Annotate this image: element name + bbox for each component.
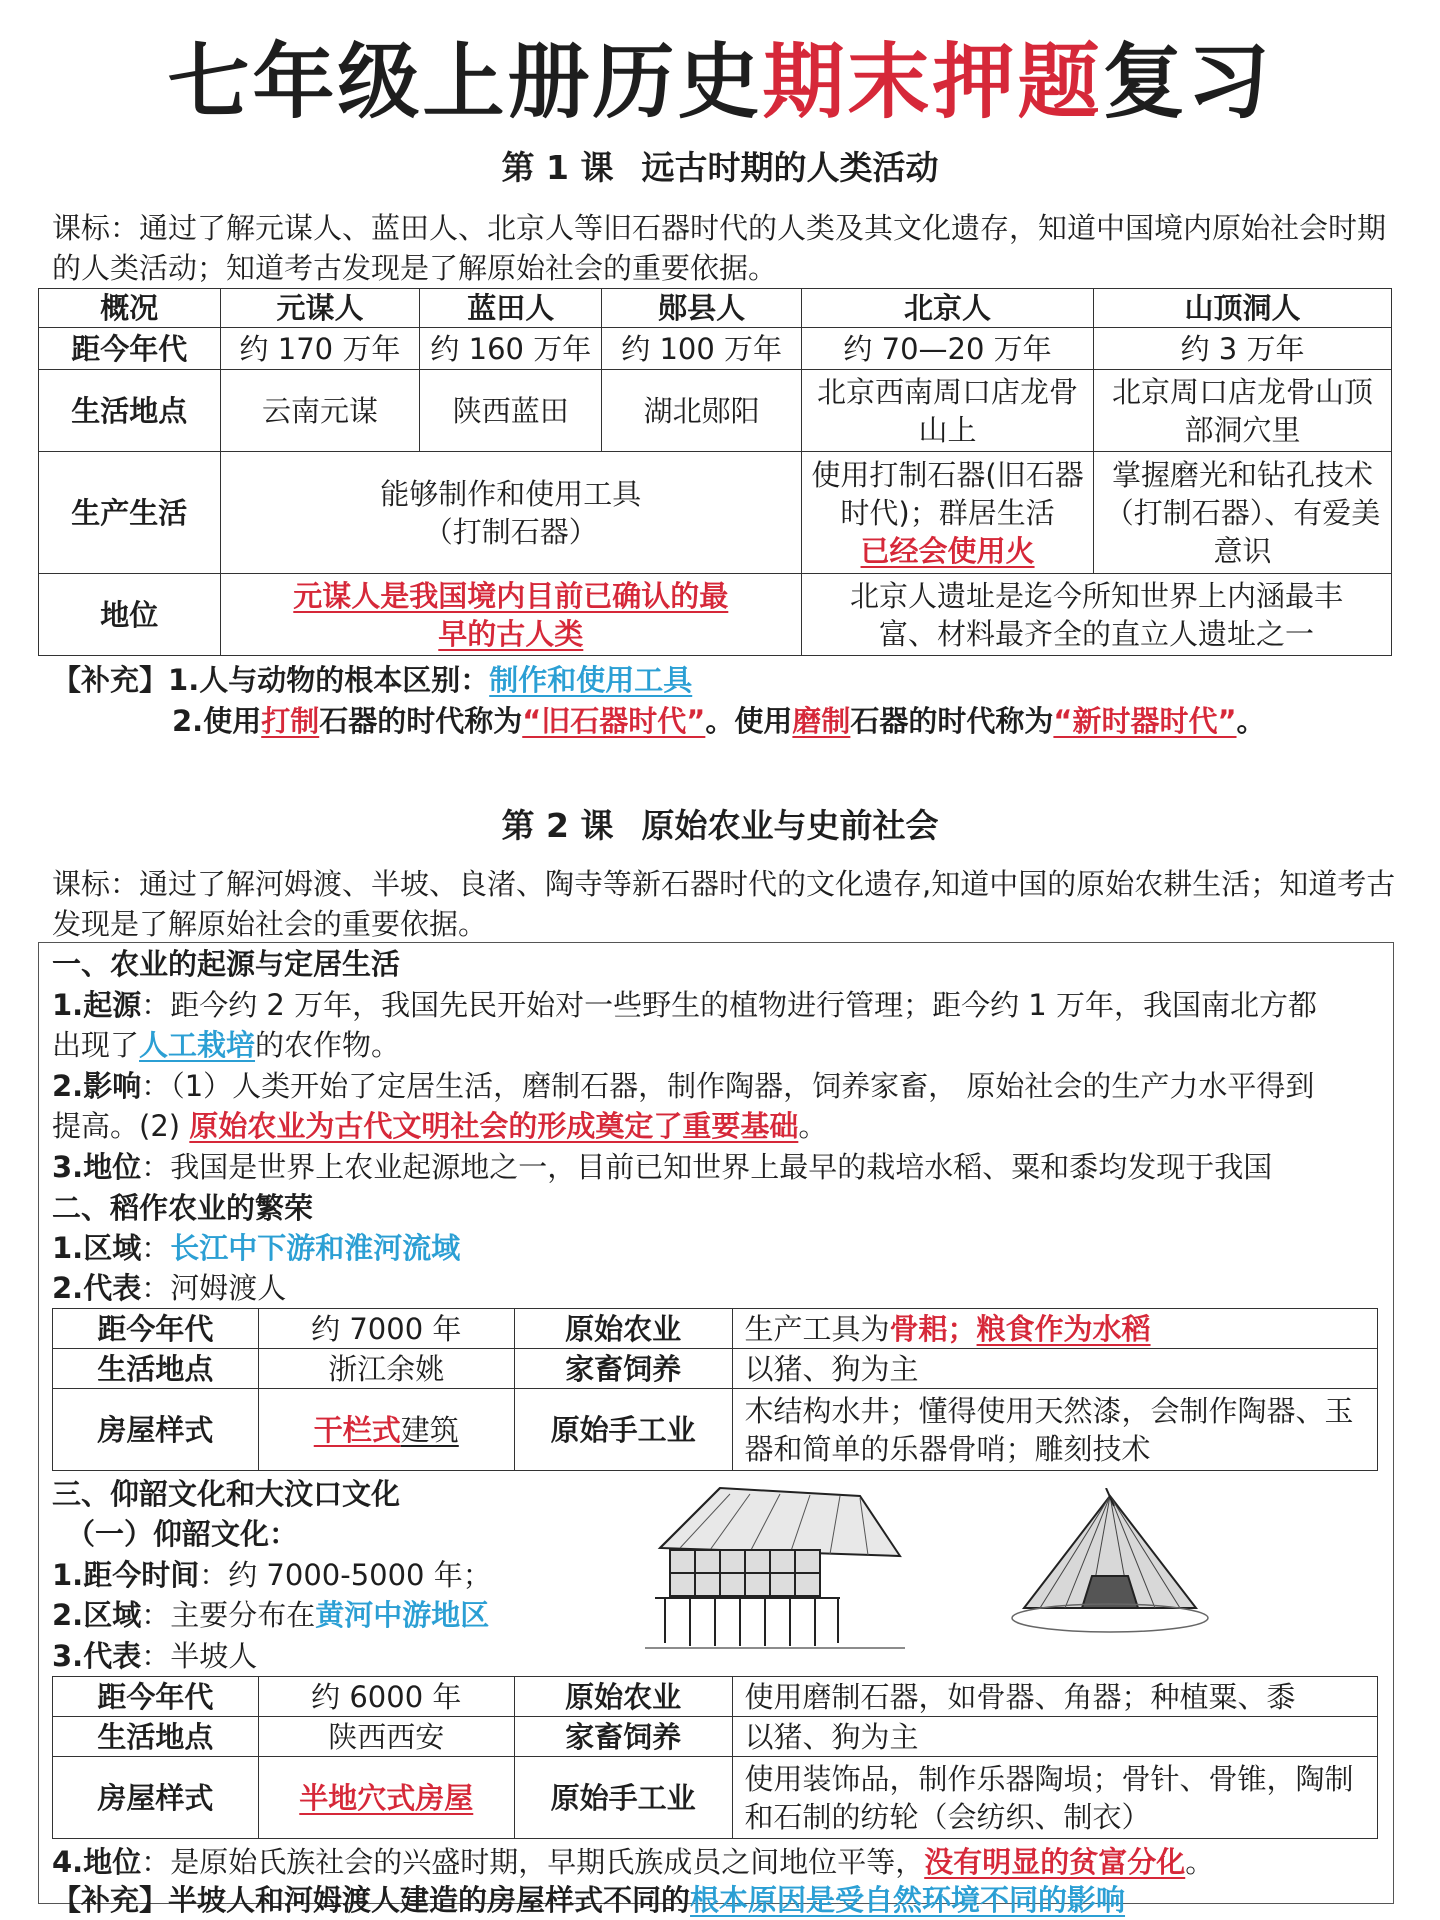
point-label: 2.影响 [52,1069,142,1103]
s3-supplement [52,1880,1392,1920]
s1-point3 [52,1147,1392,1187]
supplement-text: 2.使用 [172,704,262,738]
s1-point1-cont [52,1025,1392,1065]
lesson1-number: 第 1 课 [501,148,614,187]
supplement-highlight: “新时器时代” [1053,704,1237,738]
point-highlight: 没有明显的贫富分化 [924,1845,1186,1879]
table-key: 家畜饲养 [514,1717,732,1757]
table-key: 距今年代 [53,1309,259,1349]
row-label: 生产生活 [39,452,221,574]
lesson1-supplement-1 [52,660,1392,700]
table-row [53,1677,1378,1717]
table-header: 蓝田人 [420,289,602,328]
table-cell: 约 6000 年 [258,1677,514,1717]
table-cell: 约 100 万年 [602,328,802,370]
lesson2-standard: 课标：通过了解河姆渡、半坡、良渚、陶寺等新石器时代的文化遗存,知道中国的原始农耕生活；知道考古发现是了解原始社会的重要依据。 [52,867,1396,941]
point-label: 1.起源 [52,988,142,1022]
table-cell [802,574,1392,656]
table-header: 元谋人 [220,289,420,328]
table-header: 山顶洞人 [1094,289,1392,328]
s1-point2-cont [52,1106,1392,1146]
table-cell: 约 160 万年 [420,328,602,370]
table-key: 生活地点 [53,1349,259,1389]
section2-heading: 二、稻作农业的繁荣 [52,1191,314,1225]
point-text: ：（1）人类开始了定居生活，磨制石器，制作陶器，饲养家畜， 原始社会的生产力水平得到 [141,1069,1315,1103]
section1-heading: 一、农业的起源与定居生活 [52,947,401,981]
table-key: 距今年代 [53,1677,259,1717]
row-label: 地位 [39,574,221,656]
s3-point4 [52,1842,1392,1882]
table-cell: 北京西南周口店龙骨山上 [802,370,1094,452]
table-header: 概况 [39,289,221,328]
table-cell [220,452,802,574]
table-header: 北京人 [802,289,1094,328]
production-beijing: 使用打制石器(旧石器时代)；群居生活 [811,457,1084,530]
supplement-highlight: 制作和使用工具 [489,663,693,697]
point-highlight: 黄河中游地区 [315,1598,490,1632]
s1-point1 [52,985,1392,1025]
lesson2-heading [0,800,1440,847]
point-text: ：半坡人 [141,1639,258,1673]
page-title [0,28,1440,138]
cell-highlight: 粮食作为水稻 [976,1311,1151,1346]
table-header-row [39,289,1392,328]
hemudu-table [52,1308,1378,1471]
cell-text: 建筑 [400,1412,459,1447]
table-cell: 浙江余姚 [258,1349,514,1389]
cell-text: ； [947,1311,977,1346]
table-row [53,1349,1378,1389]
supplement-text: 【补充】半坡人和河姆渡人建造的房屋样式不同的 [52,1883,691,1917]
section3-subheading: （一）仰韶文化： [66,1517,299,1551]
point-label: 2.代表 [52,1271,142,1305]
table-header: 郧县人 [602,289,802,328]
s2-point2 [52,1268,1392,1308]
table-key: 原始手工业 [514,1389,732,1471]
title-highlight: 期末押题 [762,35,1103,130]
table-cell [732,1309,1378,1349]
lesson1-title: 远古时期的人类活动 [641,148,939,187]
point-text: ：约 7000-5000 年； [199,1558,492,1592]
section3-heading: 三、仰韶文化和大汶口文化 [52,1477,401,1511]
lesson2-title: 原始农业与史前社会 [641,806,939,845]
lesson1-standard: 课标：通过了解元谋人、蓝田人、北京人等旧石器时代的人类及其文化遗存，知道中国境内原始社会时期的人类活动；知道考古发现是了解原始社会的重要依据。 [52,211,1387,285]
table-key: 生活地点 [53,1717,259,1757]
table-cell [258,1389,514,1471]
s3-point2 [52,1595,612,1635]
point-text: 。 [798,1109,828,1143]
table-key: 原始农业 [514,1677,732,1717]
table-key: 房屋样式 [53,1389,259,1471]
s2-point1 [52,1228,1392,1268]
point-text: ：是原始氏族社会的兴盛时期，早期氏族成员之间地位平等， [141,1845,925,1879]
title-part1: 七年级上册历史 [167,35,763,130]
table-cell: 约 7000 年 [258,1309,514,1349]
point-label: 1.区域 [52,1231,142,1265]
cell-highlight: 骨耜 [889,1311,948,1346]
cell-highlight: 干栏式 [313,1412,401,1447]
table-cell: 以猪、狗为主 [732,1717,1378,1757]
supplement-text: 石器的时代称为 [319,704,523,738]
table-row [39,370,1392,452]
s3-point3 [52,1636,612,1676]
point-label: 3.地位 [52,1150,142,1184]
point-highlight: 人工栽培 [139,1028,256,1062]
stilt-house-illustration [640,1478,910,1658]
point-text: ： [141,1231,171,1265]
supplement-label: 【补充】 [52,663,169,697]
point-text: 。 [1185,1845,1215,1879]
point-text: ：河姆渡人 [141,1271,287,1305]
cell-highlight: 半地穴式房屋 [299,1780,474,1815]
supplement-text: 。 [1236,704,1266,738]
table-cell: 使用装饰品，制作乐器陶埙；骨针、骨锥，陶制和石制的纺轮（会纺织、制衣） [732,1757,1378,1839]
point-text: 的农作物。 [255,1028,401,1062]
point-text: ：距今约 2 万年，我国先民开始对一些野生的植物进行管理；距今约 1 万年，我国南北方都 [141,988,1317,1022]
table-cell [802,452,1094,574]
table-cell: 约 70—20 万年 [802,328,1094,370]
row-label: 生活地点 [39,370,221,452]
production-shared: 能够制作和使用工具（打制石器） [380,476,642,549]
table-key: 原始手工业 [514,1757,732,1839]
banpo-table [52,1676,1378,1839]
table-key: 家畜饲养 [514,1349,732,1389]
point-text: ：我国是世界上农业起源地之一，目前已知世界上最早的栽培水稻、粟和黍均发现于我国 [141,1150,1273,1184]
table-cell: 约 3 万年 [1094,328,1392,370]
table-cell: 木结构水井；懂得使用天然漆，会制作陶器、玉器和简单的乐器骨哨；雕刻技术 [732,1389,1378,1471]
status-yuanmou: 元谋人是我国境内目前已确认的最早的古人类 [293,578,729,651]
table-row [39,574,1392,656]
point-label: 1.距今时间 [52,1558,200,1592]
status-beijing: 北京人遗址是迄今所知世界上内涵最丰富、材料最齐全的直立人遗址之一 [850,578,1344,651]
point-label: 4.地位 [52,1845,142,1879]
table-row [53,1757,1378,1839]
table-cell: 使用磨制石器，如骨器、角器；种植粟、黍 [732,1677,1378,1717]
table-cell [258,1757,514,1839]
table-cell: 掌握磨光和钻孔技术（打制石器）、有爱美意识 [1094,452,1392,574]
supplement-highlight: “旧石器时代” [522,704,706,738]
point-highlight: 原始农业为古代文明社会的形成奠定了重要基础 [189,1109,799,1143]
point-text: ：主要分布在 [141,1598,316,1632]
table-cell: 陕西蓝田 [420,370,602,452]
table-cell: 云南元谋 [220,370,420,452]
table-row [39,452,1392,574]
table-cell: 陕西西安 [258,1717,514,1757]
s1-point2 [52,1066,1392,1106]
lesson1-heading [0,142,1440,189]
table-row [39,328,1392,370]
lesson1-table [38,288,1392,656]
table-key: 原始农业 [514,1309,732,1349]
table-cell: 约 170 万年 [220,328,420,370]
cell-text: 生产工具为 [744,1311,890,1346]
point-highlight: 长江中下游和淮河流域 [170,1231,461,1265]
title-part3: 复习 [1102,35,1273,130]
table-row [53,1389,1378,1471]
supplement-highlight: 磨制 [792,704,851,738]
point-label: 3.代表 [52,1639,142,1673]
lesson2-number: 第 2 课 [501,806,614,845]
lesson1-supplement-2 [172,701,1440,741]
half-pit-house-illustration [1010,1488,1210,1658]
supplement-highlight: 打制 [261,704,320,738]
table-row [53,1309,1378,1349]
point-label: 2.区域 [52,1598,142,1632]
supplement-highlight: 根本原因是受自然环境不同的影响 [690,1883,1126,1917]
supplement-text: 1.人与动物的根本区别： [168,663,490,697]
row-label: 距今年代 [39,328,221,370]
supplement-text: 。使用 [705,704,793,738]
supplement-text: 石器的时代称为 [850,704,1054,738]
table-key: 房屋样式 [53,1757,259,1839]
production-beijing-highlight: 已经会使用火 [860,533,1035,568]
s3-point1 [52,1555,612,1595]
table-cell: 北京周口店龙骨山顶部洞穴里 [1094,370,1392,452]
point-text: 出现了 [52,1028,140,1062]
point-text: 提高。(2) [52,1109,181,1143]
table-row [53,1717,1378,1757]
table-cell: 以猪、狗为主 [732,1349,1378,1389]
table-cell: 湖北郧阳 [602,370,802,452]
table-cell [220,574,802,656]
